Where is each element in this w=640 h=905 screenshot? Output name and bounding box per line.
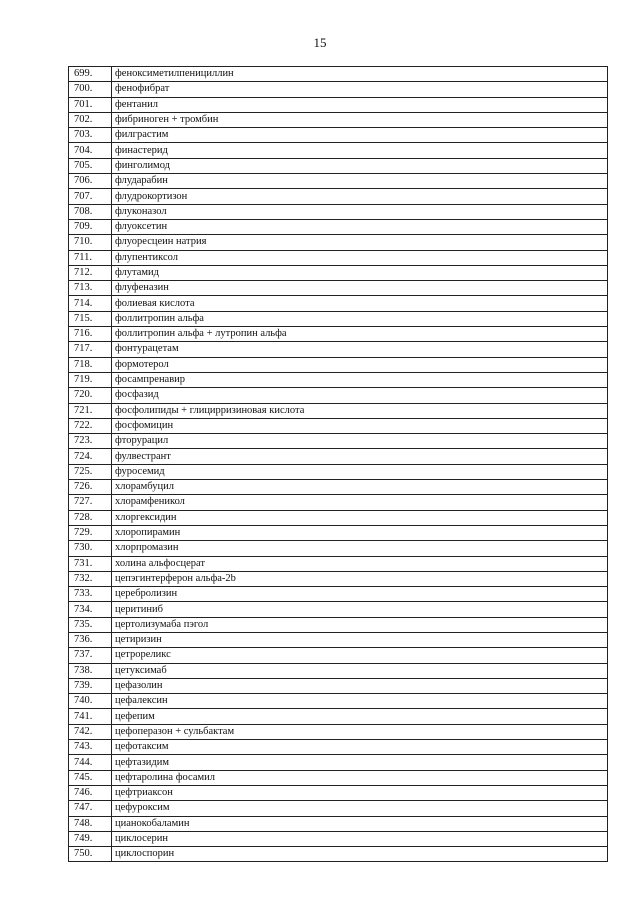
drug-name: цефотаксим bbox=[112, 740, 608, 755]
table-row bbox=[69, 372, 608, 387]
table-row bbox=[69, 296, 608, 311]
row-number: 715. bbox=[69, 311, 112, 326]
row-number: 722. bbox=[69, 418, 112, 433]
row-number: 702. bbox=[69, 112, 112, 127]
drug-name: фоллитропин альфа bbox=[112, 311, 608, 326]
table-row bbox=[69, 97, 608, 112]
table-row bbox=[69, 128, 608, 143]
row-number: 743. bbox=[69, 740, 112, 755]
drug-name: церебролизин bbox=[112, 587, 608, 602]
table-row bbox=[69, 510, 608, 525]
drug-list-body bbox=[69, 67, 608, 862]
table-row bbox=[69, 219, 608, 234]
drug-name: цетрореликс bbox=[112, 648, 608, 663]
row-number: 748. bbox=[69, 816, 112, 831]
row-number: 721. bbox=[69, 403, 112, 418]
row-number: 704. bbox=[69, 143, 112, 158]
drug-name: фуросемид bbox=[112, 464, 608, 479]
row-number: 711. bbox=[69, 250, 112, 265]
drug-name: хлоропирамин bbox=[112, 525, 608, 540]
drug-name: хлорпромазин bbox=[112, 541, 608, 556]
drug-name: филграстим bbox=[112, 128, 608, 143]
row-number: 700. bbox=[69, 82, 112, 97]
row-number: 727. bbox=[69, 495, 112, 510]
row-number: 714. bbox=[69, 296, 112, 311]
drug-name: цианокобаламин bbox=[112, 816, 608, 831]
drug-name: цефоперазон + сульбактам bbox=[112, 724, 608, 739]
drug-name: церитиниб bbox=[112, 602, 608, 617]
drug-name: циклосерин bbox=[112, 831, 608, 846]
table-row bbox=[69, 525, 608, 540]
drug-name: цефтриаксон bbox=[112, 785, 608, 800]
row-number: 738. bbox=[69, 663, 112, 678]
row-number: 736. bbox=[69, 632, 112, 647]
row-number: 739. bbox=[69, 678, 112, 693]
drug-name: фулвестрант bbox=[112, 449, 608, 464]
row-number: 719. bbox=[69, 372, 112, 387]
drug-name: фентанил bbox=[112, 97, 608, 112]
table-row bbox=[69, 449, 608, 464]
table-row bbox=[69, 204, 608, 219]
drug-name: фибриноген + тромбин bbox=[112, 112, 608, 127]
row-number: 699. bbox=[69, 67, 112, 82]
row-number: 708. bbox=[69, 204, 112, 219]
table-row bbox=[69, 663, 608, 678]
row-number: 718. bbox=[69, 357, 112, 372]
row-number: 742. bbox=[69, 724, 112, 739]
row-number: 725. bbox=[69, 464, 112, 479]
row-number: 733. bbox=[69, 587, 112, 602]
table-row bbox=[69, 143, 608, 158]
row-number: 726. bbox=[69, 480, 112, 495]
row-number: 735. bbox=[69, 617, 112, 632]
row-number: 710. bbox=[69, 235, 112, 250]
table-row bbox=[69, 541, 608, 556]
table-row bbox=[69, 189, 608, 204]
table-row bbox=[69, 770, 608, 785]
table-row bbox=[69, 67, 608, 82]
row-number: 744. bbox=[69, 755, 112, 770]
drug-name: цефуроксим bbox=[112, 801, 608, 816]
table-row bbox=[69, 403, 608, 418]
drug-list-table bbox=[68, 66, 608, 862]
row-number: 717. bbox=[69, 342, 112, 357]
drug-name: фторурацил bbox=[112, 434, 608, 449]
table-row bbox=[69, 265, 608, 280]
row-number: 729. bbox=[69, 525, 112, 540]
drug-name: флуконазол bbox=[112, 204, 608, 219]
row-number: 716. bbox=[69, 327, 112, 342]
table-row bbox=[69, 678, 608, 693]
row-number: 706. bbox=[69, 174, 112, 189]
row-number: 730. bbox=[69, 541, 112, 556]
row-number: 723. bbox=[69, 434, 112, 449]
table-row bbox=[69, 694, 608, 709]
page-number: 15 bbox=[313, 35, 327, 50]
drug-name: фосфолипиды + глицирризиновая кислота bbox=[112, 403, 608, 418]
table-row bbox=[69, 755, 608, 770]
drug-name: флутамид bbox=[112, 265, 608, 280]
table-row bbox=[69, 342, 608, 357]
drug-name: флудрокортизон bbox=[112, 189, 608, 204]
table-row bbox=[69, 571, 608, 586]
drug-name: формотерол bbox=[112, 357, 608, 372]
table-row bbox=[69, 495, 608, 510]
table-row bbox=[69, 724, 608, 739]
row-number: 701. bbox=[69, 97, 112, 112]
row-number: 707. bbox=[69, 189, 112, 204]
row-number: 745. bbox=[69, 770, 112, 785]
drug-name: цетуксимаб bbox=[112, 663, 608, 678]
drug-name: фосфазид bbox=[112, 388, 608, 403]
row-number: 712. bbox=[69, 265, 112, 280]
row-number: 703. bbox=[69, 128, 112, 143]
table-row bbox=[69, 158, 608, 173]
drug-name: фолиевая кислота bbox=[112, 296, 608, 311]
drug-name: фосампренавир bbox=[112, 372, 608, 387]
drug-name: флударабин bbox=[112, 174, 608, 189]
table-row bbox=[69, 82, 608, 97]
table-row bbox=[69, 418, 608, 433]
row-number: 724. bbox=[69, 449, 112, 464]
drug-name: флуоксетин bbox=[112, 219, 608, 234]
table-row bbox=[69, 112, 608, 127]
row-number: 737. bbox=[69, 648, 112, 663]
drug-name: флупентиксол bbox=[112, 250, 608, 265]
table-row bbox=[69, 556, 608, 571]
drug-name: хлорамбуцил bbox=[112, 480, 608, 495]
table-row bbox=[69, 480, 608, 495]
table-row bbox=[69, 801, 608, 816]
drug-name: фонтурацетам bbox=[112, 342, 608, 357]
table-row bbox=[69, 281, 608, 296]
drug-name: цефтаролина фосамил bbox=[112, 770, 608, 785]
drug-name: цертолизумаба пэгол bbox=[112, 617, 608, 632]
drug-name: циклоспорин bbox=[112, 847, 608, 862]
row-number: 746. bbox=[69, 785, 112, 800]
row-number: 750. bbox=[69, 847, 112, 862]
row-number: 720. bbox=[69, 388, 112, 403]
drug-name: феноксиметилпенициллин bbox=[112, 67, 608, 82]
row-number: 705. bbox=[69, 158, 112, 173]
drug-name: цефазолин bbox=[112, 678, 608, 693]
table-row bbox=[69, 250, 608, 265]
drug-name: хлоргексидин bbox=[112, 510, 608, 525]
table-row bbox=[69, 831, 608, 846]
drug-name: холина альфосцерат bbox=[112, 556, 608, 571]
row-number: 732. bbox=[69, 571, 112, 586]
table-row bbox=[69, 235, 608, 250]
row-number: 749. bbox=[69, 831, 112, 846]
row-number: 741. bbox=[69, 709, 112, 724]
row-number: 734. bbox=[69, 602, 112, 617]
table-row bbox=[69, 709, 608, 724]
table-row bbox=[69, 648, 608, 663]
table-row bbox=[69, 327, 608, 342]
drug-name: фоллитропин альфа + лутропин альфа bbox=[112, 327, 608, 342]
row-number: 728. bbox=[69, 510, 112, 525]
drug-name: цефалексин bbox=[112, 694, 608, 709]
row-number: 740. bbox=[69, 694, 112, 709]
table-row bbox=[69, 785, 608, 800]
drug-name: флуоресцеин натрия bbox=[112, 235, 608, 250]
table-row bbox=[69, 740, 608, 755]
table-row bbox=[69, 311, 608, 326]
drug-name: цетиризин bbox=[112, 632, 608, 647]
table-row bbox=[69, 434, 608, 449]
table-row bbox=[69, 587, 608, 602]
drug-name: фенофибрат bbox=[112, 82, 608, 97]
table-row bbox=[69, 816, 608, 831]
table-row bbox=[69, 174, 608, 189]
row-number: 709. bbox=[69, 219, 112, 234]
row-number: 747. bbox=[69, 801, 112, 816]
table-row bbox=[69, 847, 608, 862]
drug-name: финголимод bbox=[112, 158, 608, 173]
drug-name: финастерид bbox=[112, 143, 608, 158]
row-number: 713. bbox=[69, 281, 112, 296]
row-number: 731. bbox=[69, 556, 112, 571]
table-row bbox=[69, 357, 608, 372]
drug-name: фосфомицин bbox=[112, 418, 608, 433]
drug-name: цепэгинтерферон альфа-2b bbox=[112, 571, 608, 586]
table-row bbox=[69, 632, 608, 647]
drug-name: цефтазидим bbox=[112, 755, 608, 770]
drug-name: цефепим bbox=[112, 709, 608, 724]
table-row bbox=[69, 602, 608, 617]
table-row bbox=[69, 464, 608, 479]
drug-name: хлорамфеникол bbox=[112, 495, 608, 510]
table-row bbox=[69, 617, 608, 632]
drug-name: флуфеназин bbox=[112, 281, 608, 296]
table-row bbox=[69, 388, 608, 403]
